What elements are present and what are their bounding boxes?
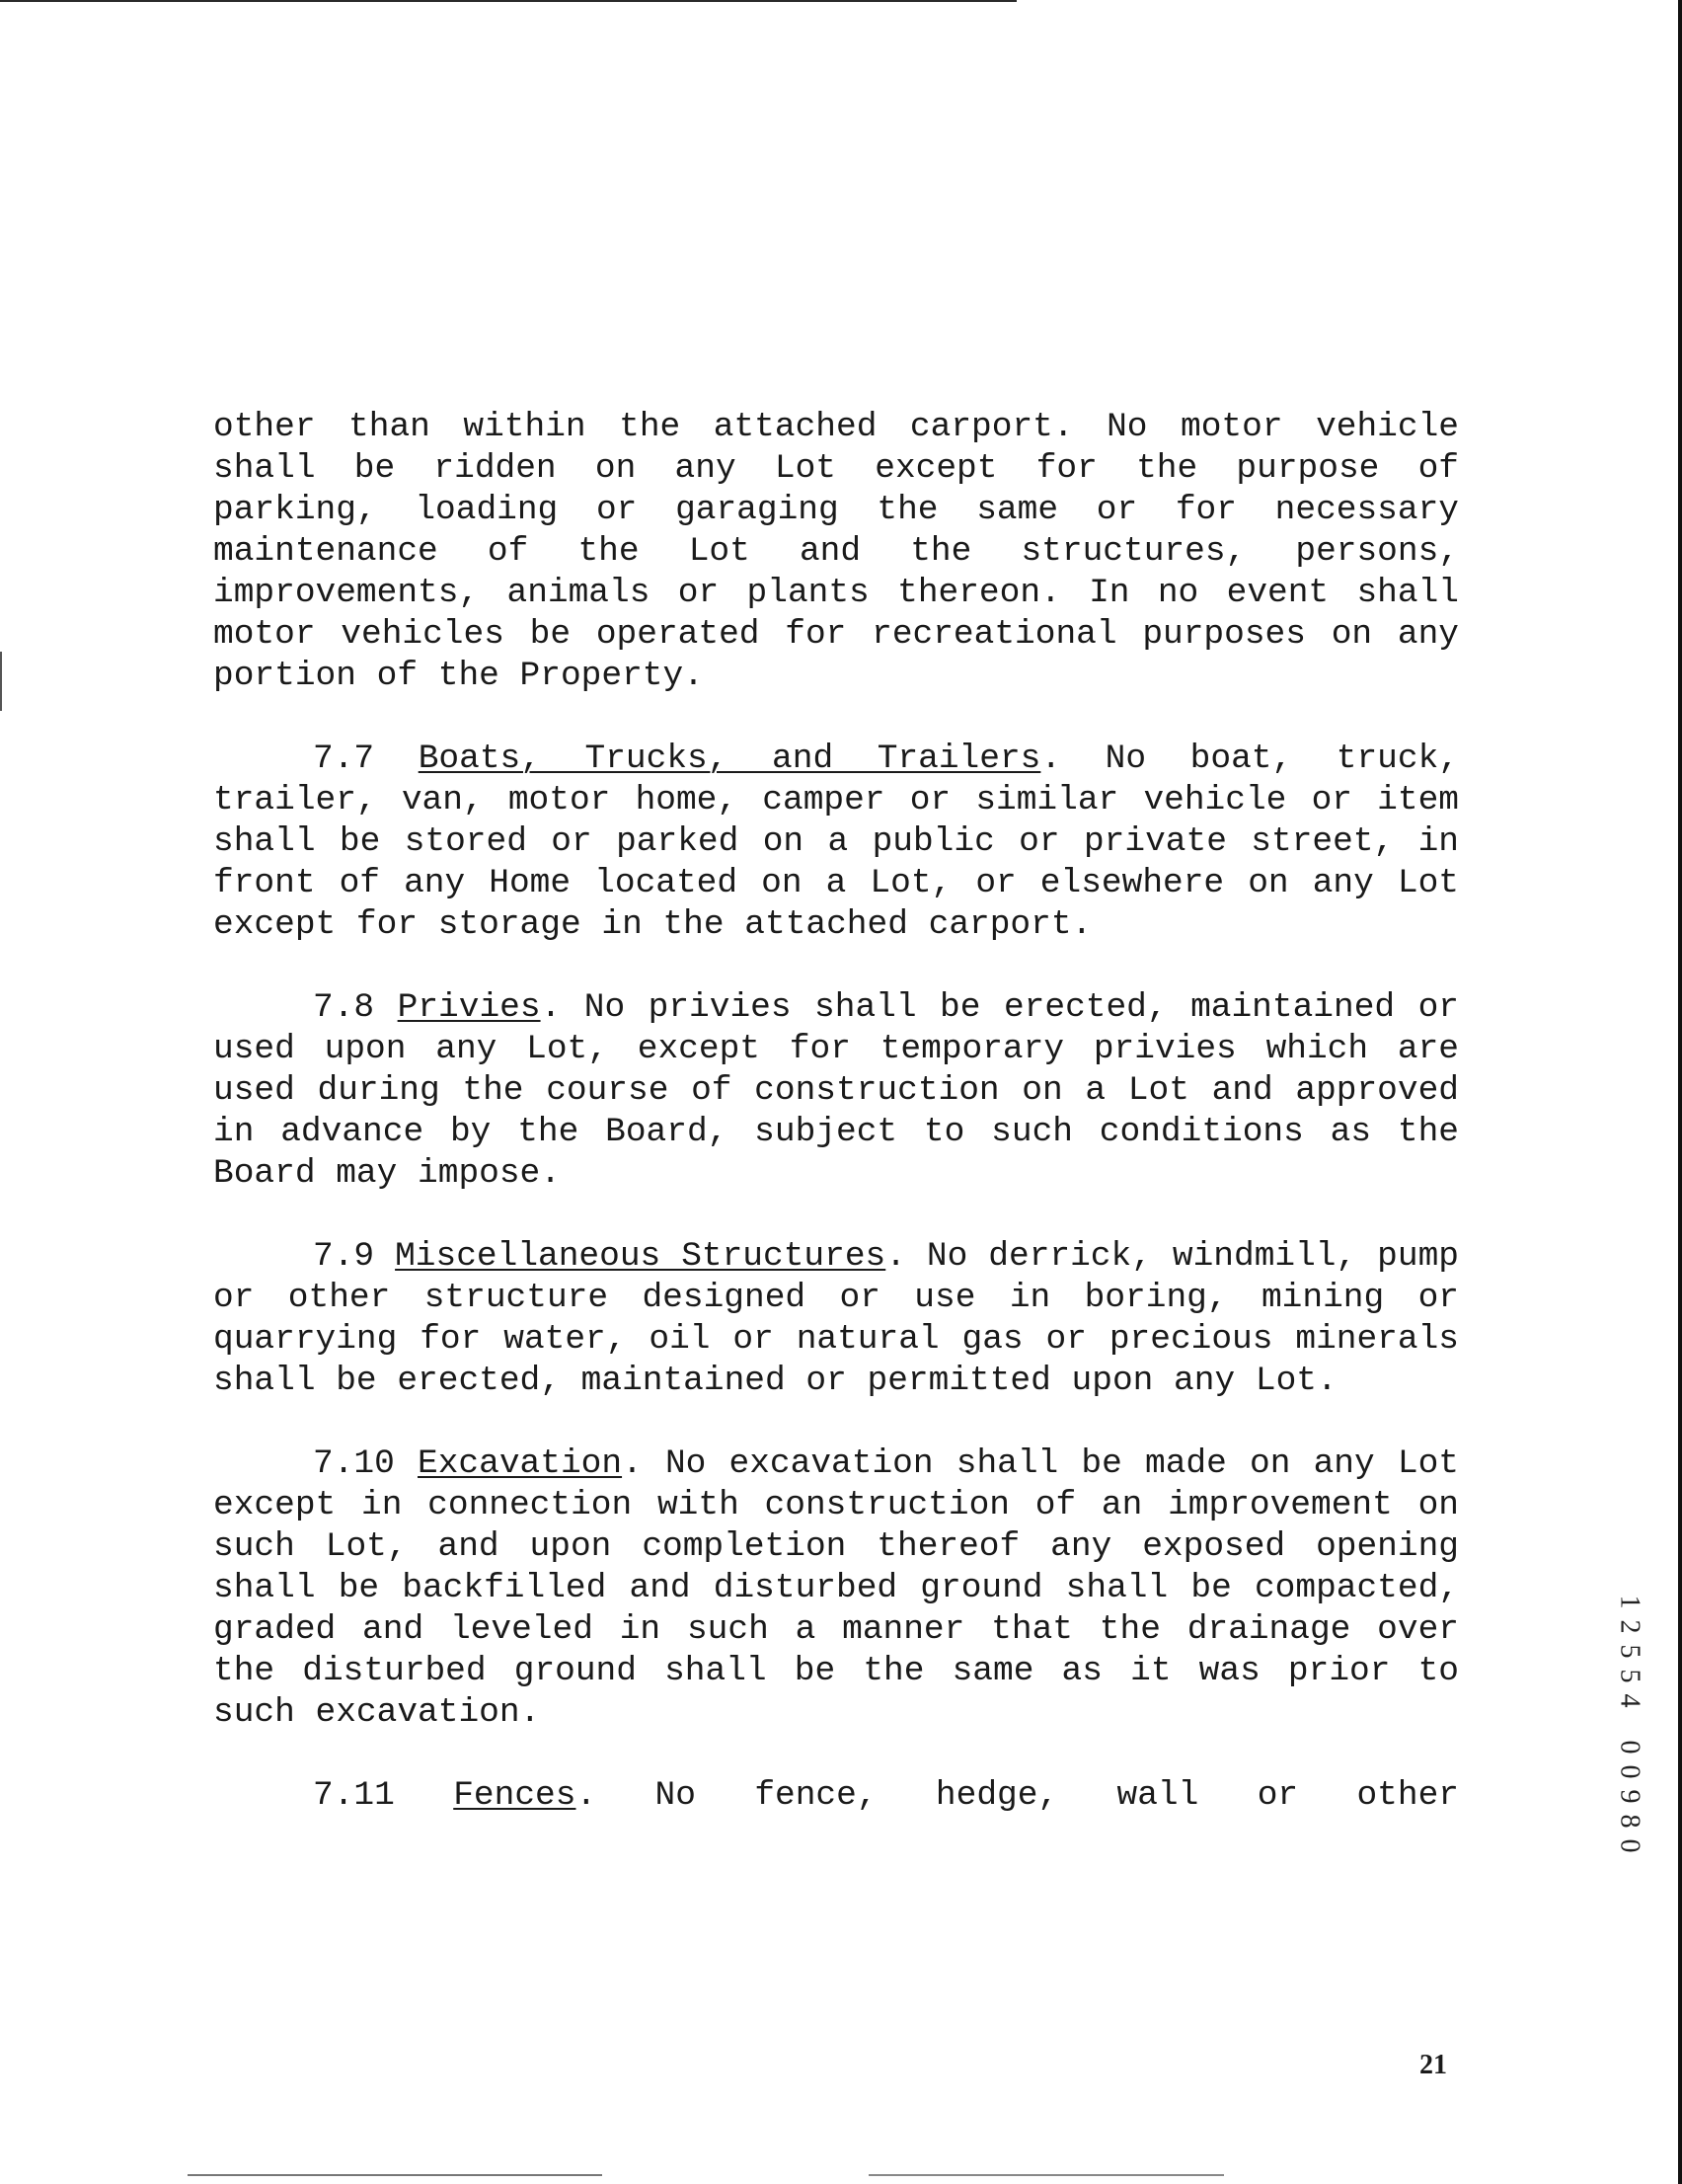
- section-number: 7.11: [313, 1776, 395, 1815]
- document-body: [213, 407, 1459, 1858]
- section-7-7: [213, 739, 1459, 946]
- section-7-8: [213, 987, 1459, 1195]
- section-body: . No boat, truck, trailer, van, motor home, camper or similar vehicle or item shall be stored or parked on a public or private street, in front of any Home located on a Lot, or elsewhere on any Lot except for storage in the attached carport.: [213, 740, 1459, 944]
- section-body: . No excavation shall be made on any Lot except in connection with construction of an improvement on such Lot, and upon completion thereof any exposed opening shall be backfilled and disturbed ground shall be compacted, graded and leveled in such a manner that the drainage over the disturbed ground shall be the same as it was prior to such excavation.: [213, 1444, 1459, 1732]
- recording-stamp-digit: 4: [1614, 1693, 1645, 1708]
- section-heading: Fences: [453, 1776, 576, 1815]
- section-body: . No privies shall be erected, maintained or used upon any Lot, except for temporary privies which are used during the course of construction on a Lot and approved in advance by the Board, subject to such conditions as the Board may impose.: [213, 988, 1459, 1193]
- recording-stamp-digit: 0: [1614, 1740, 1645, 1755]
- scan-bottom-edge-line-right: [869, 2174, 1224, 2176]
- recording-stamp: [1615, 1590, 1644, 1858]
- section-number: 7.7: [313, 740, 375, 778]
- section-7-9: [213, 1236, 1459, 1402]
- recording-stamp-digit: 5: [1614, 1644, 1645, 1659]
- recording-stamp-digit: 2: [1614, 1619, 1645, 1634]
- recording-stamp-digit: 1: [1614, 1595, 1645, 1609]
- page-number: 21: [1419, 2050, 1447, 2080]
- section-body: . No derrick, windmill, pump or other structure designed or use in boring, mining or quarrying for water, oil or natural gas or precious minerals shall be erected, maintained or permitted upon any Lot.: [213, 1237, 1459, 1400]
- recording-stamp-digit: 9: [1614, 1789, 1645, 1804]
- section-7-10: [213, 1443, 1459, 1734]
- recording-stamp-line-2: [1614, 1735, 1645, 1858]
- recording-stamp-digit: 0: [1614, 1764, 1645, 1779]
- paragraph-continuation-text: other than within the attached carport. No motor vehicle shall be ridden on any Lot except for the purpose of parking, loading or garaging the same or for necessary maintenance of the Lot and the structures, persons, improvements, animals or plants thereon. In no event shall motor vehicles be operated for recreational purposes on any portion of the Property.: [213, 408, 1459, 695]
- recording-stamp-line-1: [1614, 1590, 1645, 1713]
- section-heading: Excavation: [418, 1444, 623, 1483]
- recording-stamp-digit: 0: [1614, 1838, 1645, 1853]
- paragraph-continuation: [213, 407, 1459, 697]
- section-number: 7.10: [313, 1444, 395, 1483]
- recording-stamp-digit: 8: [1614, 1814, 1645, 1829]
- scan-right-border: [1678, 0, 1682, 2184]
- section-heading: Miscellaneous Structures: [395, 1237, 886, 1276]
- scan-top-edge-line: [0, 0, 1017, 2]
- recording-stamp-digit: 5: [1614, 1669, 1645, 1683]
- section-number: 7.8: [313, 988, 375, 1027]
- scan-left-edge-mark: [0, 652, 2, 711]
- section-7-11: [213, 1775, 1459, 1817]
- section-heading: Boats, Trucks, and Trailers: [418, 740, 1041, 778]
- scan-bottom-edge-line: [188, 2174, 602, 2176]
- section-heading: Privies: [397, 988, 541, 1027]
- section-number: 7.9: [313, 1237, 375, 1276]
- section-body: . No fence, hedge, wall or other: [575, 1776, 1459, 1815]
